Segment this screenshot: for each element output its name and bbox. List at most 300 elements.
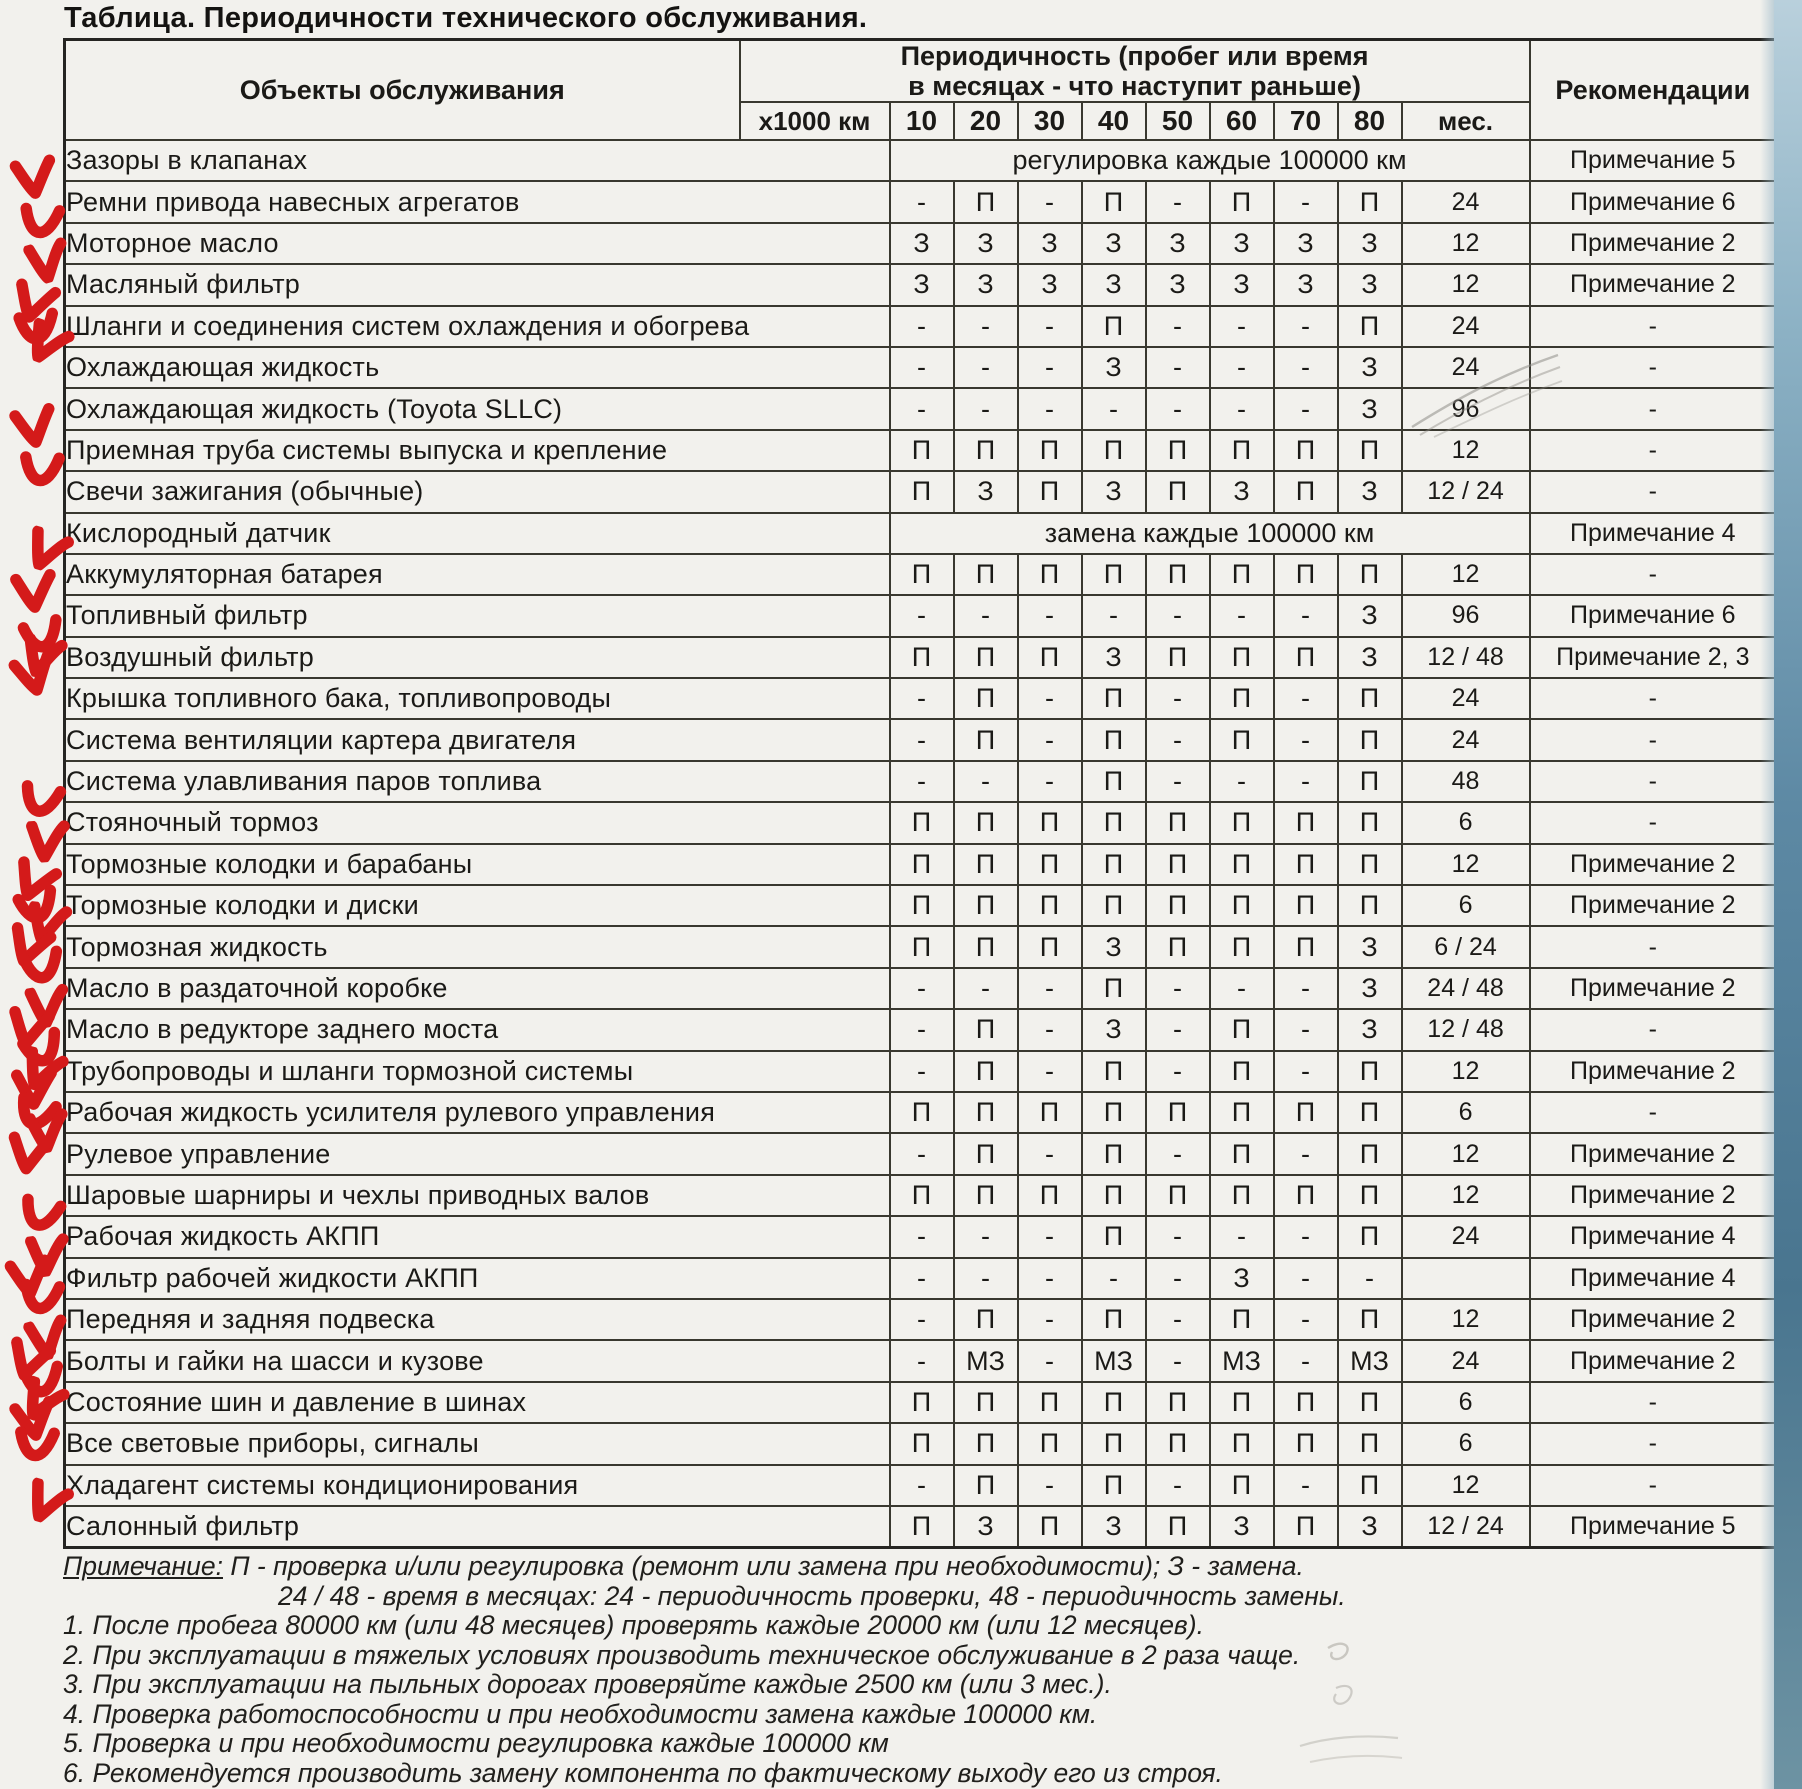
header-x1000km: х1000 км [740, 102, 890, 140]
cell-recommendation: - [1530, 388, 1777, 429]
cell-recommendation: Примечание 2 [1530, 885, 1777, 926]
cell-interval-value: - [1274, 1340, 1338, 1381]
cell-months-value: 6 [1402, 1423, 1530, 1464]
cell-interval-value: П [1338, 430, 1402, 471]
cell-recommendation: - [1530, 802, 1777, 843]
cell-interval-value: П [1082, 761, 1146, 802]
cell-object-name: Приемная труба системы выпуска и крепление [65, 430, 890, 471]
cell-object-name: Аккумуляторная батарея [65, 554, 890, 595]
cell-interval-value: З [1210, 1506, 1274, 1547]
cell-interval-value: - [1210, 968, 1274, 1009]
cell-interval-value: П [1338, 1216, 1402, 1257]
cell-recommendation: Примечание 4 [1530, 1258, 1777, 1299]
cell-interval-value: - [1018, 595, 1082, 636]
cell-interval-value: П [1274, 885, 1338, 926]
cell-interval-value: П [1082, 1133, 1146, 1174]
red-check-icon [16, 941, 67, 989]
cell-recommendation: Примечание 2 [1530, 1175, 1777, 1216]
table-row [65, 1009, 1777, 1050]
cell-recommendation: Примечание 6 [1530, 181, 1777, 222]
cell-recommendation: - [1530, 306, 1777, 347]
cell-interval-value: П [1338, 1051, 1402, 1092]
table-row [65, 347, 1777, 388]
cell-interval-value: - [1146, 181, 1210, 222]
cell-interval-value: П [1210, 802, 1274, 843]
cell-interval-value: З [1338, 637, 1402, 678]
cell-interval-value: П [1018, 802, 1082, 843]
cell-months-value: 96 [1402, 595, 1530, 636]
cell-interval-value: З [1082, 347, 1146, 388]
table-row [65, 1423, 1777, 1464]
cell-object-name: Масло в раздаточной коробке [65, 968, 890, 1009]
red-check-icon [4, 1253, 57, 1302]
cell-interval-value: З [1210, 471, 1274, 512]
cell-interval-value: П [1338, 181, 1402, 222]
cell-interval-value: П [1082, 1175, 1146, 1216]
cell-span-note: регулировка каждые 100000 км [890, 140, 1530, 181]
cell-interval-value: - [1274, 1465, 1338, 1506]
red-check-icon [8, 401, 62, 452]
cell-interval-value: - [1274, 1216, 1338, 1257]
cell-interval-value: З [1274, 223, 1338, 264]
cell-interval-value: З [1338, 968, 1402, 1009]
cell-object-name: Рабочая жидкость усилителя рулевого управления [65, 1092, 890, 1133]
cell-months-value: 12 / 24 [1402, 1506, 1530, 1547]
red-check-icon [6, 855, 64, 910]
cell-interval-value: П [890, 1423, 954, 1464]
cell-interval-value: - [1146, 761, 1210, 802]
cell-interval-value: - [1146, 388, 1210, 429]
cell-interval-value: П [1210, 1465, 1274, 1506]
cell-recommendation: Примечание 2 [1530, 1051, 1777, 1092]
maintenance-table [63, 38, 1778, 1549]
cell-recommendation: - [1530, 1382, 1777, 1423]
cell-interval-value: П [1018, 471, 1082, 512]
cell-interval-value: З [1338, 347, 1402, 388]
cell-interval-value: П [1018, 926, 1082, 967]
cell-object-name: Система улавливания паров топлива [65, 761, 890, 802]
cell-interval-value: П [1082, 1216, 1146, 1257]
cell-interval-value: П [1146, 885, 1210, 926]
footnote-item: 5. Проверка и при необходимости регулировка каждые 100000 км [63, 1728, 889, 1758]
table-row [65, 554, 1777, 595]
cell-interval-value: П [1082, 1299, 1146, 1340]
cell-interval-value: З [954, 471, 1018, 512]
cell-object-name: Топливный фильтр [65, 595, 890, 636]
cell-interval-value: - [1274, 595, 1338, 636]
cell-interval-value: П [1082, 885, 1146, 926]
cell-interval-value: - [1146, 1009, 1210, 1050]
red-check-icon [18, 1356, 67, 1401]
table-row [65, 595, 1777, 636]
cell-interval-value: З [1146, 223, 1210, 264]
header-periodicity [740, 40, 1530, 103]
cell-recommendation: - [1530, 347, 1777, 388]
cell-months-value: 24 [1402, 306, 1530, 347]
cell-interval-value: МЗ [1210, 1340, 1274, 1381]
cell-interval-value: П [1018, 430, 1082, 471]
cell-object-name: Салонный фильтр [65, 1506, 890, 1547]
cell-interval-value: П [890, 926, 954, 967]
cell-interval-value: - [890, 388, 954, 429]
cell-interval-value: П [1210, 885, 1274, 926]
cell-interval-value: - [1274, 181, 1338, 222]
cell-object-name: Трубопроводы и шланги тормозной системы [65, 1051, 890, 1092]
cell-interval-value: - [890, 719, 954, 760]
cell-object-name: Масляный фильтр [65, 264, 890, 305]
cell-interval-value: - [1018, 1216, 1082, 1257]
cell-interval-value: П [1210, 1092, 1274, 1133]
cell-object-name: Тормозные колодки и диски [65, 885, 890, 926]
cell-interval-value: П [1274, 471, 1338, 512]
cell-interval-value: - [890, 968, 954, 1009]
cell-months-value: 12 [1402, 844, 1530, 885]
cell-interval-value: П [954, 181, 1018, 222]
cell-months-value: 6 / 24 [1402, 926, 1530, 967]
cell-interval-value: П [1210, 1299, 1274, 1340]
table-row [65, 844, 1777, 885]
cell-months-value: 12 [1402, 1133, 1530, 1174]
table-row [65, 968, 1777, 1009]
cell-interval-value: - [890, 1465, 954, 1506]
cell-months-value: 12 [1402, 1051, 1530, 1092]
cell-months-value: 12 / 24 [1402, 471, 1530, 512]
cell-interval-value: П [1082, 1465, 1146, 1506]
cell-interval-value: - [890, 761, 954, 802]
footnote-item: 2. При эксплуатации в тяжелых условиях производить техническое обслуживание в 2 раза чаще. [63, 1639, 1301, 1670]
header-km-50: 50 [1146, 102, 1210, 140]
cell-interval-value: П [1082, 1051, 1146, 1092]
cell-interval-value: - [890, 1009, 954, 1050]
table-row [65, 1299, 1777, 1340]
cell-interval-value: П [890, 1506, 954, 1547]
cell-interval-value: - [1274, 719, 1338, 760]
cell-interval-value: П [1146, 802, 1210, 843]
red-check-icon [8, 1085, 66, 1140]
cell-interval-value: П [1338, 1465, 1402, 1506]
cell-months-value: 48 [1402, 761, 1530, 802]
legend-line-1 [63, 1552, 1673, 1582]
red-check-icon [8, 277, 63, 329]
cell-interval-value: П [1018, 844, 1082, 885]
red-check-icon [16, 1272, 67, 1320]
cell-interval-value: П [1082, 844, 1146, 885]
red-check-icon [2, 920, 58, 973]
cell-recommendation: Примечание 6 [1530, 595, 1777, 636]
cell-recommendation: Примечание 2 [1530, 223, 1777, 264]
cell-object-name: Стояночный тормоз [65, 802, 890, 843]
cell-interval-value: П [1274, 554, 1338, 595]
cell-recommendation: - [1530, 1009, 1777, 1050]
cell-interval-value: З [1338, 388, 1402, 429]
cell-interval-value: - [1018, 968, 1082, 1009]
cell-interval-value: П [1082, 306, 1146, 347]
cell-interval-value: З [890, 264, 954, 305]
cell-interval-value: - [1274, 761, 1338, 802]
cell-months-value: 6 [1402, 1382, 1530, 1423]
cell-months-value: 6 [1402, 802, 1530, 843]
cell-months-value: 24 / 48 [1402, 968, 1530, 1009]
cell-interval-value: - [954, 1258, 1018, 1299]
cell-interval-value: - [1018, 1299, 1082, 1340]
cell-interval-value: П [1210, 1175, 1274, 1216]
cell-interval-value: П [1274, 844, 1338, 885]
cell-interval-value: П [890, 885, 954, 926]
cell-object-name: Передняя и задняя подвеска [65, 1299, 890, 1340]
red-check-icon [7, 649, 63, 702]
cell-interval-value: - [1018, 1133, 1082, 1174]
cell-interval-value: - [1146, 1133, 1210, 1174]
legend-line-2: 24 / 48 - время в месяцах: 24 - периодичность проверки, 48 - периодичность замены. [278, 1580, 1346, 1611]
cell-interval-value: П [1210, 637, 1274, 678]
table-row [65, 181, 1777, 222]
cell-interval-value: П [1018, 1092, 1082, 1133]
cell-object-name: Охлаждающая жидкость (Toyota SLLC) [65, 388, 890, 429]
legend-label: Примечание: [63, 1551, 223, 1581]
cell-recommendation: - [1530, 926, 1777, 967]
table-row [65, 264, 1777, 305]
red-check-icon [14, 1021, 70, 1074]
cell-interval-value: П [954, 637, 1018, 678]
table-row [65, 1340, 1777, 1381]
cell-interval-value: П [1018, 637, 1082, 678]
cell-interval-value: П [1338, 678, 1402, 719]
cell-interval-value: - [1146, 1258, 1210, 1299]
header-periodicity-line1: Периодичность (пробег или время [900, 41, 1369, 71]
cell-recommendation: - [1530, 1465, 1777, 1506]
header-months: мес. [1402, 102, 1530, 140]
cell-interval-value: - [890, 1216, 954, 1257]
cell-interval-value: П [1082, 1423, 1146, 1464]
cell-recommendation: Примечание 2 [1530, 844, 1777, 885]
cell-interval-value: З [1274, 264, 1338, 305]
cell-interval-value: З [1082, 264, 1146, 305]
cell-interval-value: П [890, 637, 954, 678]
cell-interval-value: - [1018, 1009, 1082, 1050]
cell-interval-value: - [1274, 1133, 1338, 1174]
table-row [65, 471, 1777, 512]
cell-recommendation: Примечание 5 [1530, 1506, 1777, 1547]
cell-interval-value: П [890, 1175, 954, 1216]
footnote-item: 1. После пробега 80000 км (или 48 месяцев) проверять каждые 20000 км (или 12 месяцев). [63, 1610, 1204, 1640]
cell-interval-value: - [1018, 306, 1082, 347]
cell-interval-value: З [1082, 471, 1146, 512]
cell-object-name: Состояние шин и давление в шинах [65, 1382, 890, 1423]
cell-interval-value: - [954, 306, 1018, 347]
cell-interval-value: П [890, 430, 954, 471]
cell-recommendation: - [1530, 678, 1777, 719]
cell-interval-value: - [890, 347, 954, 388]
cell-interval-value: П [1018, 1506, 1082, 1547]
cell-months-value: 12 / 48 [1402, 637, 1530, 678]
cell-interval-value: - [1146, 1051, 1210, 1092]
cell-object-name: Фильтр рабочей жидкости АКПП [65, 1258, 890, 1299]
cell-interval-value: П [1338, 844, 1402, 885]
cell-interval-value: П [1338, 1423, 1402, 1464]
scan-edge-fade [1760, 0, 1774, 1789]
cell-months-value: 24 [1402, 1340, 1530, 1381]
cell-interval-value: - [1146, 968, 1210, 1009]
cell-interval-value: П [954, 430, 1018, 471]
cell-interval-value: З [1338, 595, 1402, 636]
red-check-icon [18, 633, 69, 681]
red-check-icon [16, 609, 69, 658]
cell-interval-value: П [1338, 1382, 1402, 1423]
cell-interval-value: П [890, 1382, 954, 1423]
cell-months-value: 12 [1402, 1175, 1530, 1216]
cell-interval-value: П [1210, 678, 1274, 719]
cell-interval-value: П [1082, 430, 1146, 471]
cell-interval-value: П [954, 926, 1018, 967]
header-km-80: 80 [1338, 102, 1402, 140]
cell-interval-value: З [1338, 926, 1402, 967]
cell-recommendation: Примечание 2 [1530, 1133, 1777, 1174]
cell-interval-value: - [1018, 347, 1082, 388]
cell-recommendation: - [1530, 719, 1777, 760]
cell-interval-value: П [1274, 1423, 1338, 1464]
cell-interval-value: - [1018, 719, 1082, 760]
cell-interval-value: - [1146, 595, 1210, 636]
cell-interval-value: П [1274, 637, 1338, 678]
cell-interval-value: П [1338, 1175, 1402, 1216]
cell-interval-value: З [1338, 471, 1402, 512]
cell-interval-value: П [1210, 181, 1274, 222]
cell-interval-value: - [1210, 306, 1274, 347]
cell-interval-value: З [1082, 1009, 1146, 1050]
cell-interval-value: - [1146, 719, 1210, 760]
cell-interval-value: - [890, 1340, 954, 1381]
cell-interval-value: П [1146, 1423, 1210, 1464]
footnotes-block [63, 1552, 1673, 1788]
cell-interval-value: П [1274, 1382, 1338, 1423]
table-row [65, 802, 1777, 843]
cell-interval-value: П [1210, 719, 1274, 760]
cell-months-value: 96 [1402, 388, 1530, 429]
cell-recommendation: - [1530, 1092, 1777, 1133]
cell-interval-value: - [1018, 1340, 1082, 1381]
cell-interval-value: П [1018, 885, 1082, 926]
cell-interval-value: - [1338, 1258, 1402, 1299]
cell-interval-value: МЗ [1082, 1340, 1146, 1381]
cell-interval-value: П [1082, 181, 1146, 222]
cell-object-name: Воздушный фильтр [65, 637, 890, 678]
cell-interval-value: П [1018, 1423, 1082, 1464]
footnote-item: 3. При эксплуатации на пыльных дорогах проверяйте каждые 2500 км (или 3 мес.). [63, 1669, 1112, 1699]
cell-interval-value: П [890, 802, 954, 843]
cell-recommendation: Примечание 5 [1530, 140, 1777, 181]
header-km-20: 20 [954, 102, 1018, 140]
cell-interval-value: - [1146, 347, 1210, 388]
cell-interval-value: - [1018, 1258, 1082, 1299]
footnote-item: 6. Рекомендуется производить замену компонента по фактическому выходу его из строя. [63, 1757, 1223, 1788]
cell-interval-value: П [954, 1133, 1018, 1174]
red-check-icon [4, 1005, 55, 1053]
footnote-item: 4. Проверка работоспособности и при необходимости замена каждые 100000 км. [63, 1698, 1098, 1729]
cell-interval-value: З [954, 1506, 1018, 1547]
cell-interval-value: П [1082, 554, 1146, 595]
cell-interval-value: - [890, 1051, 954, 1092]
cell-interval-value: П [1018, 554, 1082, 595]
cell-interval-value: - [890, 678, 954, 719]
header-objects: Объекты обслуживания [65, 40, 740, 141]
cell-interval-value: - [1210, 595, 1274, 636]
cell-interval-value: П [1210, 926, 1274, 967]
cell-months-value: 24 [1402, 1216, 1530, 1257]
cell-object-name: Рабочая жидкость АКПП [65, 1216, 890, 1257]
cell-interval-value: П [1274, 802, 1338, 843]
cell-interval-value: З [1210, 1258, 1274, 1299]
cell-interval-value: П [954, 1092, 1018, 1133]
cell-interval-value: П [954, 1465, 1018, 1506]
cell-interval-value: З [890, 223, 954, 264]
cell-interval-value: П [954, 1051, 1018, 1092]
cell-interval-value: П [1210, 554, 1274, 595]
cell-interval-value: П [1146, 1175, 1210, 1216]
cell-object-name: Тормозная жидкость [65, 926, 890, 967]
cell-interval-value: П [954, 1299, 1018, 1340]
cell-interval-value: П [1146, 1506, 1210, 1547]
cell-interval-value: З [1338, 264, 1402, 305]
cell-interval-value: - [1146, 1465, 1210, 1506]
cell-interval-value: МЗ [1338, 1340, 1402, 1381]
cell-interval-value: П [954, 1009, 1018, 1050]
cell-months-value: 12 [1402, 223, 1530, 264]
table-row [65, 1382, 1777, 1423]
cell-interval-value: П [1210, 1051, 1274, 1092]
cell-interval-value: - [1274, 1051, 1338, 1092]
cell-interval-value: П [1210, 1423, 1274, 1464]
table-row [65, 306, 1777, 347]
cell-interval-value: - [890, 306, 954, 347]
cell-interval-value: З [1338, 223, 1402, 264]
cell-interval-value: П [1082, 719, 1146, 760]
cell-interval-value: П [954, 719, 1018, 760]
red-check-icon [17, 445, 67, 492]
red-check-icon [13, 303, 62, 348]
cell-interval-value: З [1146, 264, 1210, 305]
cell-interval-value: П [1146, 926, 1210, 967]
cell-interval-value: П [954, 1423, 1018, 1464]
cell-months-value: 12 [1402, 554, 1530, 595]
cell-interval-value: П [890, 844, 954, 885]
cell-recommendation: - [1530, 554, 1777, 595]
cell-recommendation: Примечание 2 [1530, 1340, 1777, 1381]
cell-months-value: 24 [1402, 347, 1530, 388]
table-row [65, 1051, 1777, 1092]
cell-interval-value: - [1146, 306, 1210, 347]
table-row [65, 223, 1777, 264]
cell-interval-value: П [1338, 554, 1402, 595]
scan-edge-strip [1774, 0, 1802, 1789]
cell-months-value: 12 [1402, 1465, 1530, 1506]
cell-interval-value: - [1210, 388, 1274, 429]
cell-interval-value: П [1082, 1382, 1146, 1423]
table-row [65, 513, 1777, 554]
cell-months-value: 6 [1402, 1092, 1530, 1133]
cell-interval-value: З [1338, 1506, 1402, 1547]
cell-interval-value: - [954, 761, 1018, 802]
cell-interval-value: П [1274, 926, 1338, 967]
cell-interval-value: З [1210, 264, 1274, 305]
cell-interval-value: - [890, 595, 954, 636]
cell-interval-value: - [1210, 761, 1274, 802]
cell-interval-value: П [1146, 637, 1210, 678]
cell-months-value: 6 [1402, 885, 1530, 926]
cell-interval-value: П [1274, 1175, 1338, 1216]
cell-recommendation: Примечание 4 [1530, 513, 1777, 554]
cell-object-name: Рулевое управление [65, 1133, 890, 1174]
cell-interval-value: П [1018, 1175, 1082, 1216]
